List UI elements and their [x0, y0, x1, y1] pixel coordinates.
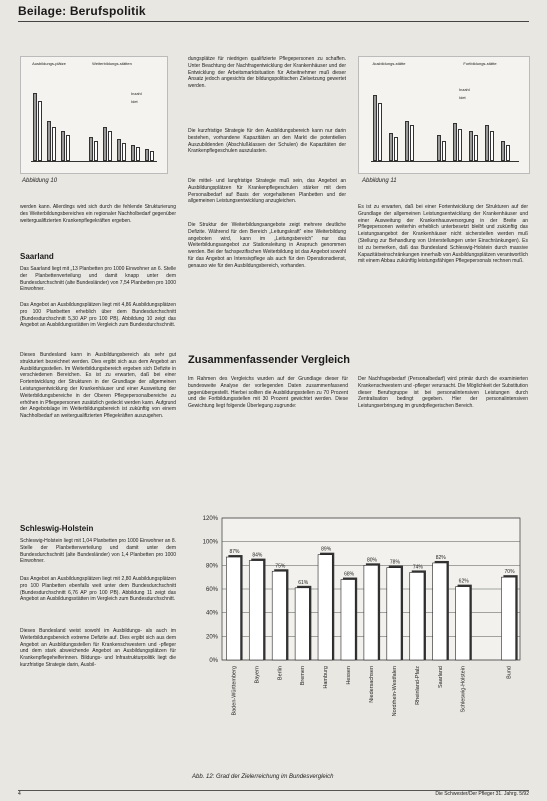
page-number: 4 [18, 791, 21, 797]
fig10-bar [150, 151, 154, 161]
fig10-bar [52, 127, 56, 161]
chart-bar [364, 565, 378, 660]
fig11-bar [373, 95, 377, 161]
col2-p1: dungsplätze für niedrigen qualifizierte Pflegepersonen zu schaffen. Unter Beachtung der Nachfragentwicklung der Krankenhäuser und der Entwicklung der Arbeitsmarktsituation für Arbeitnehmer muß dieser Ansatz jedoch angesichts der bildungspolitischen Zielsetzung gewertet werden. [188, 56, 346, 90]
fig10-legend-2: Idet [131, 99, 138, 104]
chart-bar [433, 563, 447, 660]
fig10-caption: Abbildung 10 [22, 178, 58, 184]
fig10-bar [33, 93, 37, 161]
chart-data-label: 62% [458, 578, 469, 585]
fig11-bar [469, 131, 473, 161]
fig11-bar [490, 131, 494, 161]
chart-bar [387, 568, 401, 660]
chart-bar [295, 588, 309, 660]
chart-data-label: 75% [275, 563, 286, 570]
chart-y-tick-label: 60% [205, 587, 218, 593]
chart-x-tick-label: Berlin [277, 666, 284, 681]
col1-sh-p2: Das Angebot an Ausbildungsplätzen liegt mit 2,80 Ausbildungsplätzen pro 100 Planbetten ebenfalls weit unter dem Bundesdurchschnitt (Bundesdurchschnitt 6,76 AP pro 100 PB). Abbildung 11 zeigt das Angebot an Ausbildungsstätten im Vergleich zum Bundesdurchschnitt. [20, 576, 176, 603]
fig11-bar [458, 129, 462, 161]
chart-x-tick-label: Saarland [437, 666, 444, 689]
col2-p2: Die kurzfristige Strategie für den Ausbildungsbereich kann nur darin bestehen, vorhandene Kapazitäten an den Markt die potentiellen Auszubildenden (Abschlußklassen der Schulen) die Kapazitäten der Krankenpflegeschulen auszulasten. [188, 128, 346, 155]
summary-left: Im Rahmen des Vergleichs wurden auf der Grundlage dieser für bundesweite Analyse der vorliegenden Daten zusammenfassend gegenübergestellt. Hierbei sollten die Ausbildungsstellen zu 70 Prozent und die Fortbildungsstellen mit 30 Prozent gewichtet werden. Diese Gewichtung liegt folgende Überlegung zugrunde: [188, 376, 348, 410]
figure-12 [188, 510, 528, 772]
fig10-bar [38, 101, 42, 161]
header-rule [18, 21, 529, 22]
chart-x-tick-label: Bund [506, 666, 513, 679]
fig11-plot [371, 79, 519, 162]
chart-data-label: 78% [389, 559, 400, 566]
fig11-bar [485, 125, 489, 161]
chart-x-tick-label: Hessen [346, 666, 353, 685]
chart-y-tick-label: 20% [205, 634, 218, 641]
fig10-bar [61, 131, 65, 161]
heading-schleswig-holstein: Schleswig-Holstein [20, 524, 94, 533]
chart-12 [188, 510, 528, 772]
fig10-plot [31, 79, 157, 162]
fig10-bar [136, 147, 140, 161]
chart-y-tick-label: 80% [205, 563, 218, 570]
fig10-bar [94, 141, 98, 161]
heading-summary: Zusammenfassender Vergleich [188, 354, 351, 366]
fig10-bar [122, 143, 126, 161]
fig11-bar [405, 121, 409, 161]
fig11-bar [410, 125, 414, 161]
fig10-label-right: Weiterbildungs-stätten [92, 61, 132, 66]
figure-11 [358, 56, 530, 174]
chart-x-tick-label: Nordrhein-Westfalen [391, 666, 398, 717]
chart-bar [318, 555, 332, 660]
chart-bar [272, 571, 286, 660]
fig10-bar [131, 145, 135, 161]
fig11-bar [453, 123, 457, 161]
chart-x-tick-label: Baden-Württemberg [231, 666, 238, 716]
fig11-bar [474, 135, 478, 161]
chart-data-label: 80% [366, 557, 378, 564]
chart-bar [456, 587, 470, 660]
summary-right: Der Nachfragebedarf (Personalbedarf) wird primär durch die examinierten Krankenschwestern und -pfleger verursacht. Die Möglichkeit der Substitution dieser Berufsgruppe ist bei personalintensiven Leistungen durch Zentralisation bedingt gegeben. Hier der personalintensiven Leistungserbringung im grundpflegerischen Bereich. [358, 376, 528, 410]
fig11-label-left: Ausbildungs-stätte [372, 61, 406, 66]
heading-saarland: Saarland [20, 252, 54, 261]
col1-saarland-p2: Das Angebot an Ausbildungsplätzen liegt mit 4,86 Ausbildungsplätzen pro 100 Planbetten erheblich über dem Bundesdurchschnitt (Bundesdurchschnitt 5,30 AP pro 100 PB). Abbildung 10 zeigt das Angebot an Ausbildungsstätten im Vergleich zum Bundesdurchschnitt. [20, 302, 176, 329]
chart-data-label: 61% [298, 579, 309, 586]
fig10-bar [89, 137, 93, 161]
col2-p4: Die Struktur der Weiterbildungsangebote zeigt mehrere deutliche Defizite. Während für den Bereich „Leitungskraft“ eine Weiterbildung angeboten wird, kann im „Leitungsbereich“ nur das Weiterbildungsangebot zur Stationsleitung in Anspruch genommen werden. Bei der fachspezifischen Weiterbildung ist das Angebot sowohl für das Angebot an Intensivpflege als auch für den Operationsdienst, genauso wie für den Ausbildungsbereich, vorhanden. [188, 222, 346, 269]
chart-data-label: 70% [504, 569, 515, 576]
col1-saarland-p3: Dieses Bundesland kann in Ausbildungsbereich als sehr gut strukturiert bezeichnet werden. Dies ergibt sich aus dem Angebot an Ausbildungsstellen. Im Weiterbildungsbereich ergeben sich Defizite in verschiedenen Bereichen. Es ist zu erwarten, daß bei einer Fortentwicklung der Strukturen in der Grundlage der allgemeinen Leistungsentwicklung der Krankenhäuser und einer Ausweitung der Weiterbildungsbereiche in der Oberen Pflegepersonalbereiche zu erhöhen in Pflegepersonen zusätzlich gedeckt werden kann. Aufgrund der Angebotslage im Weiterbildungsbereich ist zukünftig von einem Nachholbedarf an weitergualifizierten Pflegekräften auszugehen. [20, 352, 176, 420]
chart-data-label: 82% [435, 554, 446, 561]
fig11-label-right: Fortbildungs-stätte [463, 61, 497, 66]
fig11-bar [506, 145, 510, 161]
chart-x-tick-label: Bremen [300, 666, 307, 686]
col2-p3: Die mittel- und langfristige Strategie muß sein, das Angebot an Ausbildungsplätzen für Krankenpflegeschulen stärker mit dem Personalbedarf auf Basis der vorgehaltenen Planbetten und der allgemeinen Leistungsentwicklung anzugleichen. [188, 178, 346, 205]
figure-10 [20, 56, 168, 174]
chart-x-tick-label: Niedersachsen [369, 666, 375, 703]
fig11-bar [394, 137, 398, 161]
chart-x-tick-label: Bayern [254, 666, 261, 684]
fig11-bar [501, 141, 505, 161]
fig10-bar [47, 121, 51, 161]
chart-bar [226, 557, 240, 660]
chart-bar [341, 580, 355, 660]
col3-p1: Es ist zu erwarten, daß bei einer Fortentwicklung der Strukturen auf der Grundlage der allgemeinen Leistungsentwicklung der Krankenhäuser und einer Ausweitung der Krankenhausversorgung in der Breite an Pflegepersonen weiterhin erheblich unterbesetzt bleibt und zukünftig das Leistungsangebot der Krankenhäuser nicht sicherstellen werden muß (Stellung zur Behandlung von Unterstellungen unter Einschränkungen). Es ist zu bemerken, daß das Bundesland Schleswig-Holstein durch massive Kapazitätseinschränkungen innerhalb von Ausbildungsplätzen verantwortlich mit einem Abbau zukünftig leistungsfähigen Pflegepersonals rechnen muß. [358, 204, 528, 265]
fig11-bar [437, 135, 441, 161]
fig10-bar [108, 131, 112, 161]
section-title: Beilage: Berufspolitik [18, 4, 146, 18]
chart-y-tick-label: 120% [202, 516, 218, 522]
fig10-bar [66, 135, 70, 161]
fig12-caption: Abb. 12: Grad der Zielerreichung im Bundesvergleich [192, 774, 334, 780]
fig11-legend-2: Idet [459, 95, 466, 100]
fig10-label-left: Ausbildungs-plätze [32, 61, 66, 66]
chart-y-tick-label: 100% [202, 539, 218, 546]
chart-y-tick-label: 0% [209, 658, 218, 664]
col1-sh-p3: Dieses Bundesland weist sowohl im Ausbildungs- als auch im Weiterbildungsbereich extreme Defizite auf. Dies ergibt sich aus dem Angebot an Ausbildungsstellen für Krankenschwestern und -pfleger und dem stark abweichende Angebot an Ausbildungsplätzen für Krankenpflegehelferinnen. Bildungs- und Infrastrukturpolitik liegt die kurzfristige Strategie darin, Ausbil- [20, 628, 176, 668]
chart-data-label: 89% [321, 546, 332, 553]
fig10-bar [145, 149, 149, 161]
journal-name: Die Schwester/Der Pfleger 31. Jahrg. 5/92 [435, 791, 529, 797]
fig11-bar [378, 103, 382, 161]
chart-bar [410, 572, 424, 660]
fig11-legend-1: Inzahl [459, 87, 470, 92]
chart-y-tick-label: 40% [205, 610, 218, 617]
chart-bar [249, 561, 263, 660]
chart-bar [501, 577, 515, 660]
chart-data-label: 68% [344, 571, 355, 578]
col1-saarland-p1: Das Saarland liegt mit „13 Planbetten pro 1000 Einwohner an 6. Stelle der Planbettenverteilung und damit knapp unter dem Bundesdurchschnitt (alte Bundesländer) von 7,54 Planbetten pro 1000 Einwohner. [20, 266, 176, 293]
col1-intro: werden kann. Allerdings wird sich durch die fehlende Strukturierung des Weiterbildungsbereiches ein regionaler Nachholbedarf gegenüber weitergualifizierten Krankenpflegekräften ergeben. [20, 204, 176, 224]
fig11-bar [389, 133, 393, 161]
chart-data-label: 74% [412, 564, 423, 571]
col1-sh-p1: Schleswig-Holstein liegt mit 1,04 Planbetten pro 1000 Einwohner an 8. Stelle der Planbettenverteilung und damit unter dem Bundesdurchschnitt (alte Bundesländer) von 1,4 Planbetten pro 1000 Einwohner. [20, 538, 176, 565]
chart-x-tick-label: Rheinland-Pfalz [414, 666, 421, 705]
fig10-bar [117, 139, 121, 161]
chart-data-label: 87% [229, 549, 240, 556]
fig10-bar [103, 127, 107, 161]
chart-x-tick-label: Hamburg [323, 666, 330, 689]
fig11-caption: Abbildung 11 [362, 178, 397, 184]
chart-x-tick-label: Schleswig-Holstein [460, 666, 467, 713]
fig11-bar [442, 141, 446, 161]
fig10-legend-1: Inzahl [131, 91, 142, 96]
chart-data-label: 84% [252, 552, 263, 559]
